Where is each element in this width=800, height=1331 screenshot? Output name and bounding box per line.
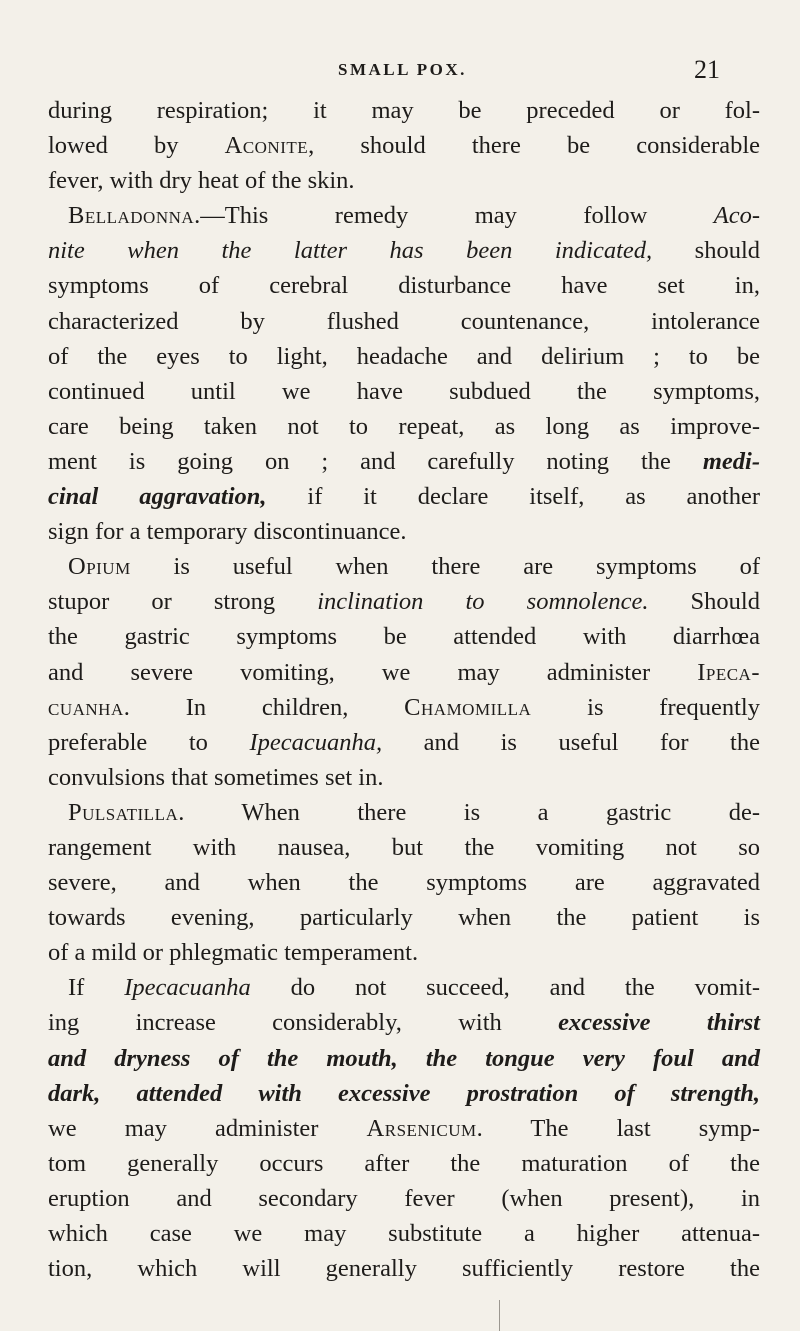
text-run: lowed by <box>48 132 225 160</box>
text-run: we may administer <box>48 1114 367 1142</box>
scan-artifact-line <box>499 1300 500 1331</box>
text-line <box>48 1181 760 1216</box>
text-line <box>48 865 760 900</box>
text-run: If <box>68 974 125 1002</box>
text-line <box>48 268 760 303</box>
text-line <box>48 233 760 268</box>
text-run: of a mild or phlegmatic temperament. <box>48 939 419 967</box>
text-run: characterized by flushed countenance, intolerance <box>48 307 760 335</box>
page-number: 21 <box>694 55 720 84</box>
text-run: Ipecacuanha <box>124 974 251 1002</box>
text-run: stupor or strong <box>48 588 318 616</box>
text-run: is useful when there are symptoms of <box>130 553 760 581</box>
text-run: Chamomilla <box>404 693 532 721</box>
text-run: should <box>652 237 760 265</box>
text-run: Ipecacuanha, <box>249 728 383 756</box>
text-run: excessive thirst <box>558 1009 760 1037</box>
text-run: .—This remedy may follow <box>194 202 714 230</box>
text-line <box>48 198 760 233</box>
text-line <box>48 655 760 690</box>
text-run: do not succeed, and the vomit- <box>250 974 760 1002</box>
text-line <box>48 830 760 865</box>
text-line <box>48 479 760 514</box>
text-run: of the eyes to light, headache and delirium ; to be <box>48 342 760 370</box>
text-run: Opium <box>68 553 131 581</box>
text-run: cuanha <box>48 693 124 721</box>
running-title: SMALL POX. <box>338 60 467 79</box>
text-run: continued until we have subdued the symptoms, <box>48 377 760 405</box>
text-run: which case we may substitute a higher attenua- <box>48 1220 760 1247</box>
body-text <box>48 93 760 1286</box>
text-run: severe, and when the symptoms are aggravated <box>48 869 760 897</box>
text-line <box>48 584 760 619</box>
text-run: Aco- <box>713 202 760 230</box>
text-line <box>48 619 760 654</box>
text-run: symptoms of cerebral disturbance have set in, <box>48 272 760 300</box>
text-line <box>48 304 760 339</box>
text-line <box>48 690 760 725</box>
text-line <box>48 1216 760 1251</box>
text-line <box>48 1005 760 1040</box>
text-line <box>48 514 760 549</box>
text-run: and severe vomiting, we may administer <box>48 658 698 686</box>
text-run: the gastric symptoms be attended with diarrhœa <box>48 623 760 651</box>
text-run: is frequently <box>531 693 760 721</box>
text-line <box>48 725 760 760</box>
text-run: inclination to somnolence. <box>317 588 649 616</box>
text-line <box>48 339 760 374</box>
text-line <box>48 935 760 970</box>
text-run: towards evening, particularly when the patient is <box>48 904 760 932</box>
text-run: Pulsatilla <box>68 798 179 826</box>
text-run: and is useful for the <box>382 728 760 756</box>
text-run: during respiration; it may be preceded or fol- <box>48 97 760 124</box>
text-line <box>48 970 760 1005</box>
text-run: dark, attended with excessive prostration of strength, <box>48 1079 760 1107</box>
text-line <box>48 795 760 830</box>
text-line <box>48 549 760 584</box>
text-run: rangement with nausea, but the vomiting not so <box>48 833 760 861</box>
text-run: convulsions that sometimes set in. <box>48 763 384 791</box>
text-run: tion, which will generally sufficiently restore the <box>48 1255 760 1283</box>
text-line <box>48 1041 760 1076</box>
text-line <box>48 409 760 444</box>
text-run: care being taken not to repeat, as long as improve- <box>48 412 760 440</box>
text-line <box>48 1146 760 1181</box>
text-run: eruption and secondary fever (when present), in <box>48 1184 760 1212</box>
text-line <box>48 900 760 935</box>
text-run: sign for a temporary discontinuance. <box>48 518 407 546</box>
text-run: Should <box>648 588 760 616</box>
text-run: Ipeca- <box>697 658 760 686</box>
text-line <box>48 93 760 128</box>
text-run: nite when the latter has been indicated, <box>48 237 653 265</box>
text-run: fever, with dry heat of the skin. <box>48 167 355 195</box>
text-run: if it declare itself, as another <box>266 483 761 511</box>
text-run: . When there is a gastric de- <box>178 798 760 826</box>
text-run: . In children, <box>123 693 405 721</box>
text-run: medi- <box>702 447 760 475</box>
text-run: Aconite <box>224 132 309 160</box>
text-line <box>48 444 760 479</box>
text-run: , should there be considerable <box>308 132 760 160</box>
text-run: ment is going on ; and carefully noting the <box>48 447 703 475</box>
text-line <box>48 760 760 795</box>
text-run: Arsenicum <box>366 1114 477 1142</box>
text-line <box>48 374 760 409</box>
text-run: . The last symp- <box>476 1114 761 1142</box>
text-line <box>48 1076 760 1111</box>
text-line <box>48 128 760 163</box>
text-run: and dryness of the mouth, the tongue very foul and <box>48 1044 760 1072</box>
text-line <box>48 1251 760 1286</box>
text-line <box>48 163 760 198</box>
text-run: tom generally occurs after the maturation of the <box>48 1149 760 1177</box>
text-run: ing increase considerably, with <box>48 1009 559 1037</box>
text-run: cinal aggravation, <box>48 483 267 511</box>
text-run: Belladonna <box>68 202 195 230</box>
text-line <box>48 1111 760 1146</box>
text-run: preferable to <box>48 728 250 756</box>
